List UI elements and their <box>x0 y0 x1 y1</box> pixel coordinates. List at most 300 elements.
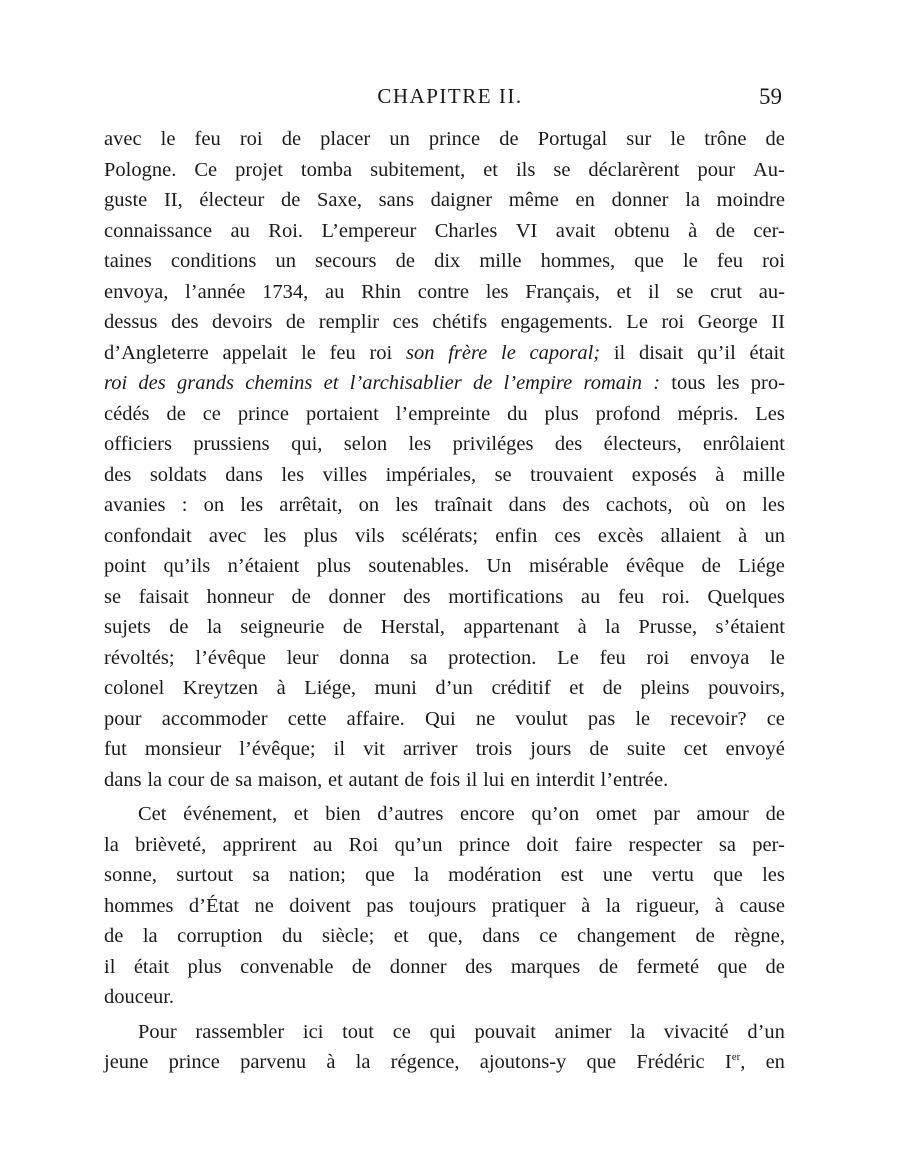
word: ici <box>302 1020 324 1043</box>
word: que <box>586 1051 617 1073</box>
word: Qui <box>424 707 456 730</box>
word: enfin <box>495 524 538 547</box>
text-line <box>104 830 785 861</box>
text-line <box>104 704 785 735</box>
italic-word: de <box>472 372 493 394</box>
word: envoyé <box>725 738 785 760</box>
word: Français, <box>525 280 600 303</box>
word: portaient <box>305 402 379 425</box>
word: prince <box>428 128 481 150</box>
word: prince <box>237 402 290 425</box>
word: tout <box>342 1020 374 1043</box>
word: ajoutons-y <box>479 1051 567 1073</box>
word: d’État <box>188 894 240 917</box>
word: à <box>581 894 591 917</box>
word: remplir <box>318 311 380 333</box>
word: n’étaient <box>227 555 300 577</box>
paragraph <box>104 1017 785 1078</box>
word: secours <box>315 250 377 272</box>
word: de <box>598 955 619 978</box>
word: hommes, <box>540 250 616 272</box>
word: de <box>281 128 302 150</box>
word: sonne, <box>104 864 157 886</box>
word: Liége, <box>304 677 357 699</box>
word: soutenables. <box>368 555 470 577</box>
word: envoya, <box>104 280 169 303</box>
word: de <box>765 803 785 825</box>
word: officiers <box>104 433 172 455</box>
word: du <box>507 402 528 425</box>
word: était <box>749 341 785 364</box>
word: de <box>395 250 415 272</box>
word: surtout <box>176 864 234 886</box>
word: Saxe, <box>316 189 362 211</box>
word: de <box>166 402 186 425</box>
word: Frédéric <box>636 1051 705 1073</box>
word: cet <box>683 738 708 760</box>
word: de <box>589 738 609 760</box>
word: , <box>740 1051 746 1073</box>
word: 1734, <box>262 280 309 303</box>
word: Quelques <box>707 585 785 608</box>
text-line <box>104 307 785 338</box>
word: événement, <box>183 803 278 825</box>
word: appartenant <box>463 616 560 638</box>
word: d’un <box>747 1020 785 1043</box>
word: des <box>403 585 431 608</box>
word: les <box>762 864 785 886</box>
word: maison, <box>257 768 323 791</box>
word: brièveté, <box>135 833 207 856</box>
word: la <box>414 864 429 886</box>
word: on <box>358 494 380 516</box>
word <box>725 1047 746 1078</box>
word: se <box>553 158 571 181</box>
word: les <box>395 494 419 516</box>
word: qu’on <box>531 803 580 825</box>
word: suite <box>626 738 666 760</box>
italic-word: grands <box>177 372 234 394</box>
word: seigneurie <box>240 616 325 638</box>
word: les <box>281 463 305 486</box>
word: doivent <box>289 894 351 917</box>
word: trouvaient <box>530 463 614 486</box>
word: ne <box>254 894 274 917</box>
word: donner <box>611 189 669 211</box>
word: de <box>715 219 736 242</box>
word: recevoir? <box>670 707 747 730</box>
text-line <box>104 734 785 765</box>
word: par <box>653 803 680 825</box>
word: régence, <box>390 1051 460 1073</box>
word: dans <box>508 494 547 516</box>
word: à <box>577 616 587 638</box>
word: la <box>685 189 700 211</box>
word: s’étaient <box>715 616 785 638</box>
word: cachots, <box>605 494 673 516</box>
word: jeune <box>104 1051 149 1073</box>
word: des <box>554 433 583 455</box>
word: qu’ils <box>163 555 211 577</box>
italic-word: son <box>405 341 435 364</box>
word: soldats <box>149 463 207 486</box>
word: pour <box>697 158 736 181</box>
word: et <box>483 158 498 181</box>
word: placer <box>320 128 371 150</box>
word: les <box>716 372 740 394</box>
word: amour <box>696 803 749 825</box>
word: plus <box>544 402 579 425</box>
word: appelait <box>222 341 288 364</box>
word: roi <box>762 250 785 272</box>
text-line <box>104 765 785 796</box>
word: feu <box>194 128 221 150</box>
word: fermeté <box>636 955 700 978</box>
word: George <box>697 311 758 333</box>
word: le <box>301 341 316 364</box>
word: voulut <box>515 707 568 730</box>
text-line <box>104 921 785 952</box>
word: le <box>770 646 785 669</box>
word: et <box>328 768 343 791</box>
word: Le <box>626 311 648 333</box>
word: en <box>510 768 530 791</box>
word: moindre <box>716 189 785 211</box>
word: avec <box>104 128 142 150</box>
word: toujours <box>409 894 477 917</box>
word: priviléges <box>452 433 534 455</box>
word: omet <box>595 803 637 825</box>
word: de <box>291 585 311 608</box>
word: de <box>701 555 721 577</box>
word: plus <box>316 555 351 577</box>
word: Roi <box>348 833 379 856</box>
text-line <box>104 551 785 582</box>
word: Pour <box>138 1020 177 1043</box>
word: de <box>210 768 230 791</box>
word: vils <box>354 524 385 547</box>
word: respecter <box>628 833 703 856</box>
word: vivacité <box>663 1020 729 1043</box>
word: roi <box>646 646 670 669</box>
word: Un <box>486 555 512 577</box>
word: et <box>569 677 585 699</box>
word: L’empereur <box>321 219 417 242</box>
word: Au- <box>753 158 785 181</box>
word: sujets <box>104 616 151 638</box>
word: faire <box>574 833 613 856</box>
word: dans <box>225 463 263 486</box>
word: règne, <box>734 925 785 947</box>
word: Kreytzen <box>182 677 259 699</box>
word: sa <box>235 768 253 791</box>
word: nation; <box>288 864 346 886</box>
word: feu <box>617 585 645 608</box>
word: au <box>580 585 601 608</box>
word: de <box>285 311 306 333</box>
word: roi <box>239 128 263 150</box>
word: un <box>764 524 785 547</box>
italic-word: des <box>138 372 166 394</box>
word: convenable <box>240 955 334 978</box>
word: bien <box>325 803 361 825</box>
word: en <box>765 1051 785 1073</box>
word: villes <box>322 463 368 486</box>
word: feu <box>599 646 626 669</box>
word: Prusse, <box>638 616 698 638</box>
word: accommoder <box>161 707 268 730</box>
word: ils <box>515 158 536 181</box>
word: le <box>670 128 686 150</box>
word: créditif <box>491 677 551 699</box>
word: trône <box>704 128 747 150</box>
word: daigner <box>430 189 493 211</box>
word: parvenu <box>240 1051 307 1073</box>
word: l’évêque; <box>239 738 316 760</box>
word: subitement, <box>370 158 466 181</box>
word: les <box>485 280 509 303</box>
word: pouvoirs, <box>708 677 785 699</box>
word: confondait <box>104 524 192 547</box>
word: sa <box>718 833 736 856</box>
word: la <box>142 925 158 947</box>
word: sa <box>410 646 428 669</box>
word: rassembler <box>195 1020 285 1043</box>
word: Herstal, <box>380 616 446 638</box>
word: protection. <box>448 646 537 669</box>
word: la <box>206 616 222 638</box>
italic-word: : <box>653 372 661 394</box>
text-line <box>104 246 785 277</box>
word: de <box>280 189 301 211</box>
word: ces <box>392 311 419 333</box>
word: dans <box>104 768 142 791</box>
word: fut <box>104 738 127 760</box>
italic-word: caporal; <box>529 341 601 364</box>
text-line <box>104 952 785 983</box>
word: électeur <box>199 189 265 211</box>
text-line <box>104 860 785 891</box>
text-line <box>104 399 785 430</box>
word: l’année <box>185 280 246 303</box>
word: la <box>605 616 620 638</box>
word: II <box>771 311 785 333</box>
superscript: er <box>731 1051 741 1064</box>
word: hommes <box>104 894 174 917</box>
word: rigueur, <box>635 894 700 917</box>
word: exposés <box>631 463 697 486</box>
word: prince <box>458 833 511 856</box>
text-line <box>104 1017 785 1048</box>
word: mille <box>742 463 785 486</box>
word: cer- <box>753 219 785 242</box>
word: la <box>147 768 163 791</box>
word: se <box>104 585 122 608</box>
word: point <box>104 555 147 577</box>
word: des <box>465 955 493 978</box>
text-line <box>104 338 785 369</box>
word: se <box>676 280 694 303</box>
word: roi <box>369 341 393 364</box>
word: donner <box>389 955 447 978</box>
word: des <box>562 494 590 516</box>
word: évêque <box>626 555 685 577</box>
italic-word: frère <box>448 341 488 364</box>
word: avec <box>208 524 247 547</box>
word: à <box>714 894 725 917</box>
word: vertu <box>651 864 694 886</box>
word: misérable <box>528 555 609 577</box>
word: prince <box>168 1051 220 1073</box>
word: autant <box>348 768 399 791</box>
paragraph <box>104 124 785 795</box>
word: ne <box>475 707 496 730</box>
word: sans <box>378 189 414 211</box>
italic-word: le <box>501 341 516 364</box>
word: encore <box>460 803 515 825</box>
text-line <box>104 521 785 552</box>
text-line <box>104 429 785 460</box>
word: les <box>408 433 432 455</box>
word: plus <box>187 955 222 978</box>
word: et <box>393 925 409 947</box>
word: la <box>630 1020 646 1043</box>
running-head <box>0 84 900 114</box>
word: honneur <box>206 585 274 608</box>
word: sur <box>626 128 652 150</box>
word: de <box>342 616 363 638</box>
word: qu’un <box>394 833 443 856</box>
word: dans <box>482 925 520 947</box>
word: déclarèrent <box>588 158 680 181</box>
word: pleins <box>640 677 690 699</box>
word: scélérats; <box>401 524 479 547</box>
word: où <box>688 494 710 516</box>
word: arrêtait, <box>279 494 343 516</box>
word: au <box>230 219 250 242</box>
text-line <box>104 185 785 216</box>
chapter-title: CHAPITRE II. <box>377 84 523 108</box>
word: faisait <box>138 585 189 608</box>
word: tous <box>671 372 706 394</box>
word: chétifs <box>432 311 488 333</box>
word: Cet <box>138 803 167 825</box>
text-line <box>104 643 785 674</box>
word: à <box>738 524 748 547</box>
word: au <box>325 280 345 303</box>
word: Les <box>755 402 785 425</box>
word: et <box>293 803 309 825</box>
word: ce <box>766 707 785 730</box>
word: roi <box>661 311 685 333</box>
word: pas <box>587 707 616 730</box>
word: de <box>404 768 424 791</box>
word: on <box>203 494 225 516</box>
word: feu <box>716 250 744 272</box>
word: il <box>333 738 346 760</box>
word: per- <box>752 833 785 856</box>
word: II, <box>163 189 183 211</box>
word: la <box>355 1051 371 1073</box>
word: enrôlaient <box>703 433 785 455</box>
text-line <box>104 1047 785 1078</box>
word: en <box>575 189 595 211</box>
word: d’Angleterre <box>104 341 209 364</box>
word: conditions <box>170 250 257 272</box>
word: ces <box>554 524 581 547</box>
word: prussiens <box>193 433 270 455</box>
word: modération <box>448 864 542 886</box>
word: l’entrée. <box>600 768 669 791</box>
paragraph <box>104 799 785 1013</box>
word: que <box>713 864 743 886</box>
word: mortifications <box>448 585 564 608</box>
text-line <box>104 490 785 521</box>
word: guste <box>104 189 148 211</box>
word: les <box>240 494 264 516</box>
word: on <box>725 494 746 516</box>
word: dessus <box>104 311 158 333</box>
word: la <box>605 894 621 917</box>
word: des <box>104 463 132 486</box>
word: donna <box>339 646 390 669</box>
word: douceur. <box>104 986 175 1008</box>
word: engagements. <box>500 311 613 333</box>
word: selon <box>343 433 388 455</box>
word: taines <box>104 250 152 272</box>
word: d’un <box>435 677 473 699</box>
word: changement <box>576 925 677 947</box>
word: pro- <box>750 372 785 394</box>
italic-word: chemins <box>245 372 313 394</box>
word: cette <box>287 707 327 730</box>
word: : <box>181 494 188 516</box>
word: siècle; <box>321 925 375 947</box>
word: cause <box>739 894 785 917</box>
word: que <box>365 864 395 886</box>
word: Portugal <box>537 128 608 150</box>
text-line <box>104 124 785 155</box>
word: il <box>465 768 478 791</box>
word: ce <box>392 1020 411 1043</box>
word: colonel <box>104 677 165 699</box>
word: vit <box>363 738 385 760</box>
word: dix <box>434 250 461 272</box>
word: il <box>613 341 626 364</box>
text-line <box>104 216 785 247</box>
word: la <box>104 833 119 856</box>
word: qu’il <box>697 341 736 364</box>
word: jours <box>530 738 572 760</box>
word: apprirent <box>222 833 297 856</box>
word: l’évêque <box>195 646 266 669</box>
word: une <box>602 864 633 886</box>
word: VI <box>515 219 538 242</box>
word: de <box>499 128 519 150</box>
italic-word: l’archisablier <box>349 372 462 394</box>
word: qui <box>429 1020 456 1043</box>
word: est <box>560 864 584 886</box>
text-line <box>104 891 785 922</box>
word: crut <box>710 280 743 303</box>
word: monsieur <box>144 738 222 760</box>
word: muni <box>374 677 417 699</box>
text-line <box>104 982 785 1013</box>
word: Rhin <box>361 280 402 303</box>
word: doit <box>526 833 559 856</box>
word: pour <box>104 707 142 730</box>
word: au <box>312 833 333 856</box>
